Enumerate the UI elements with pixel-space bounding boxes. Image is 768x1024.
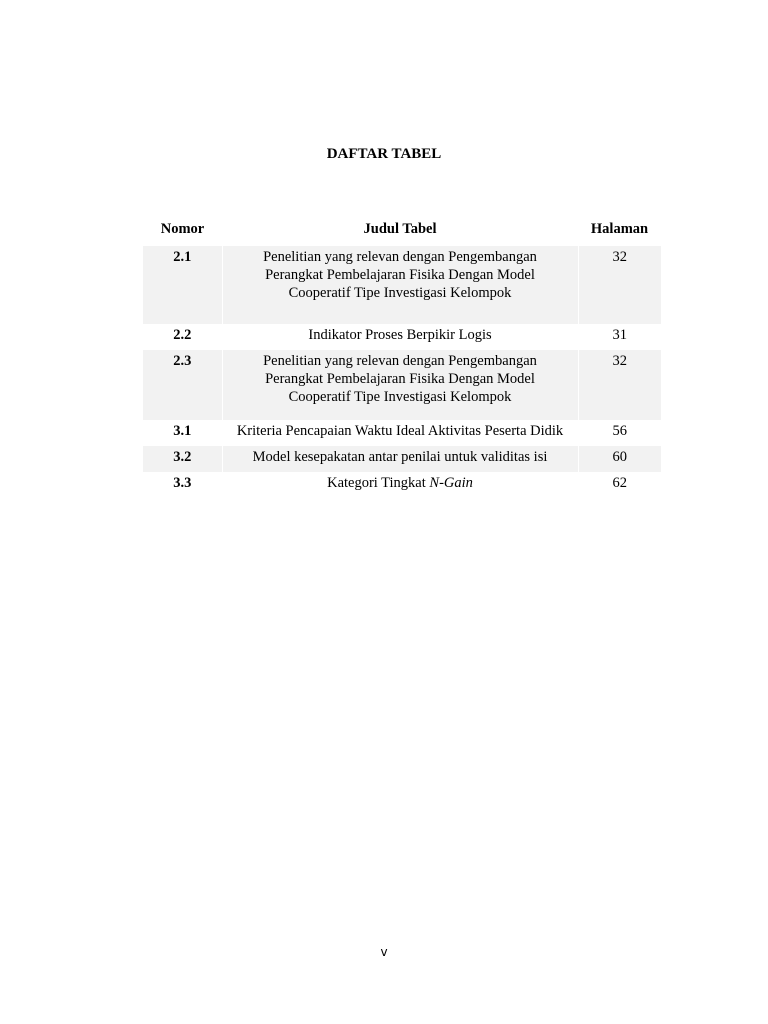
- table-row: [143, 472, 661, 498]
- table-number-cell: [143, 246, 222, 324]
- table-row: [143, 420, 661, 446]
- table-row: [143, 446, 661, 472]
- table-number: 3.1: [173, 423, 192, 439]
- table-header-row: [143, 216, 661, 246]
- table-title-cell: [222, 350, 578, 420]
- table-page: 56: [612, 423, 627, 439]
- page-number: v: [380, 945, 388, 959]
- table-title-cell: [222, 472, 578, 498]
- table-title-line: Penelitian yang relevan dengan Pengembangan: [263, 353, 537, 369]
- table-page-cell: [578, 350, 661, 420]
- table-number: 2.2: [173, 327, 192, 343]
- table-page: 31: [612, 327, 627, 343]
- table-page-cell: [578, 446, 661, 472]
- table-page-cell: [578, 324, 661, 350]
- table-page-cell: [578, 246, 661, 324]
- table-title-line: Penelitian yang relevan dengan Pengembangan: [263, 249, 537, 265]
- table-number-cell: [143, 472, 222, 498]
- table-title-cell: [222, 246, 578, 324]
- table-row: [143, 350, 661, 420]
- table-number-cell: [143, 350, 222, 420]
- table-title-line: [225, 472, 576, 492]
- table-row: [143, 246, 661, 324]
- column-header-title: Judul Tabel: [363, 221, 437, 237]
- table-row: [143, 324, 661, 350]
- table-number-cell: [143, 446, 222, 472]
- table-title-italic: N-Gain: [429, 475, 473, 491]
- table-title-cell: [222, 324, 578, 350]
- table-number-cell: [143, 324, 222, 350]
- column-header-page: Halaman: [590, 221, 649, 237]
- page-title: DAFTAR TABEL: [326, 146, 442, 162]
- table-number-cell: [143, 420, 222, 446]
- table-page: 60: [612, 449, 627, 465]
- table-page: 62: [612, 475, 627, 491]
- table-title-line: Kriteria Pencapaian Waktu Ideal Aktivitas Peserta Didik: [236, 423, 564, 439]
- table-page-cell: [578, 472, 661, 498]
- table-number: 3.3: [173, 475, 192, 491]
- table-number: 2.1: [173, 249, 192, 265]
- column-header-number: Nomor: [160, 221, 205, 237]
- table-list: [143, 216, 661, 498]
- table-title-prefix: Kategori Tingkat: [327, 475, 426, 491]
- table-page: 32: [612, 249, 627, 265]
- table-page-cell: [578, 420, 661, 446]
- table-page: 32: [612, 353, 627, 369]
- table-title-cell: [222, 446, 578, 472]
- table-title-cell: [222, 420, 578, 446]
- table-title-line: Cooperatif Tipe Investigasi Kelompok: [288, 389, 512, 405]
- table-title-line: Cooperatif Tipe Investigasi Kelompok: [288, 285, 512, 301]
- table-title-line: Model kesepakatan antar penilai untuk validitas isi: [252, 449, 548, 465]
- table-number: 3.2: [173, 449, 192, 465]
- table-title-line: Perangkat Pembelajaran Fisika Dengan Model: [265, 371, 535, 387]
- table-title-line: Perangkat Pembelajaran Fisika Dengan Model: [265, 267, 535, 283]
- table-title-line: Indikator Proses Berpikir Logis: [308, 327, 492, 343]
- table-number: 2.3: [173, 353, 192, 369]
